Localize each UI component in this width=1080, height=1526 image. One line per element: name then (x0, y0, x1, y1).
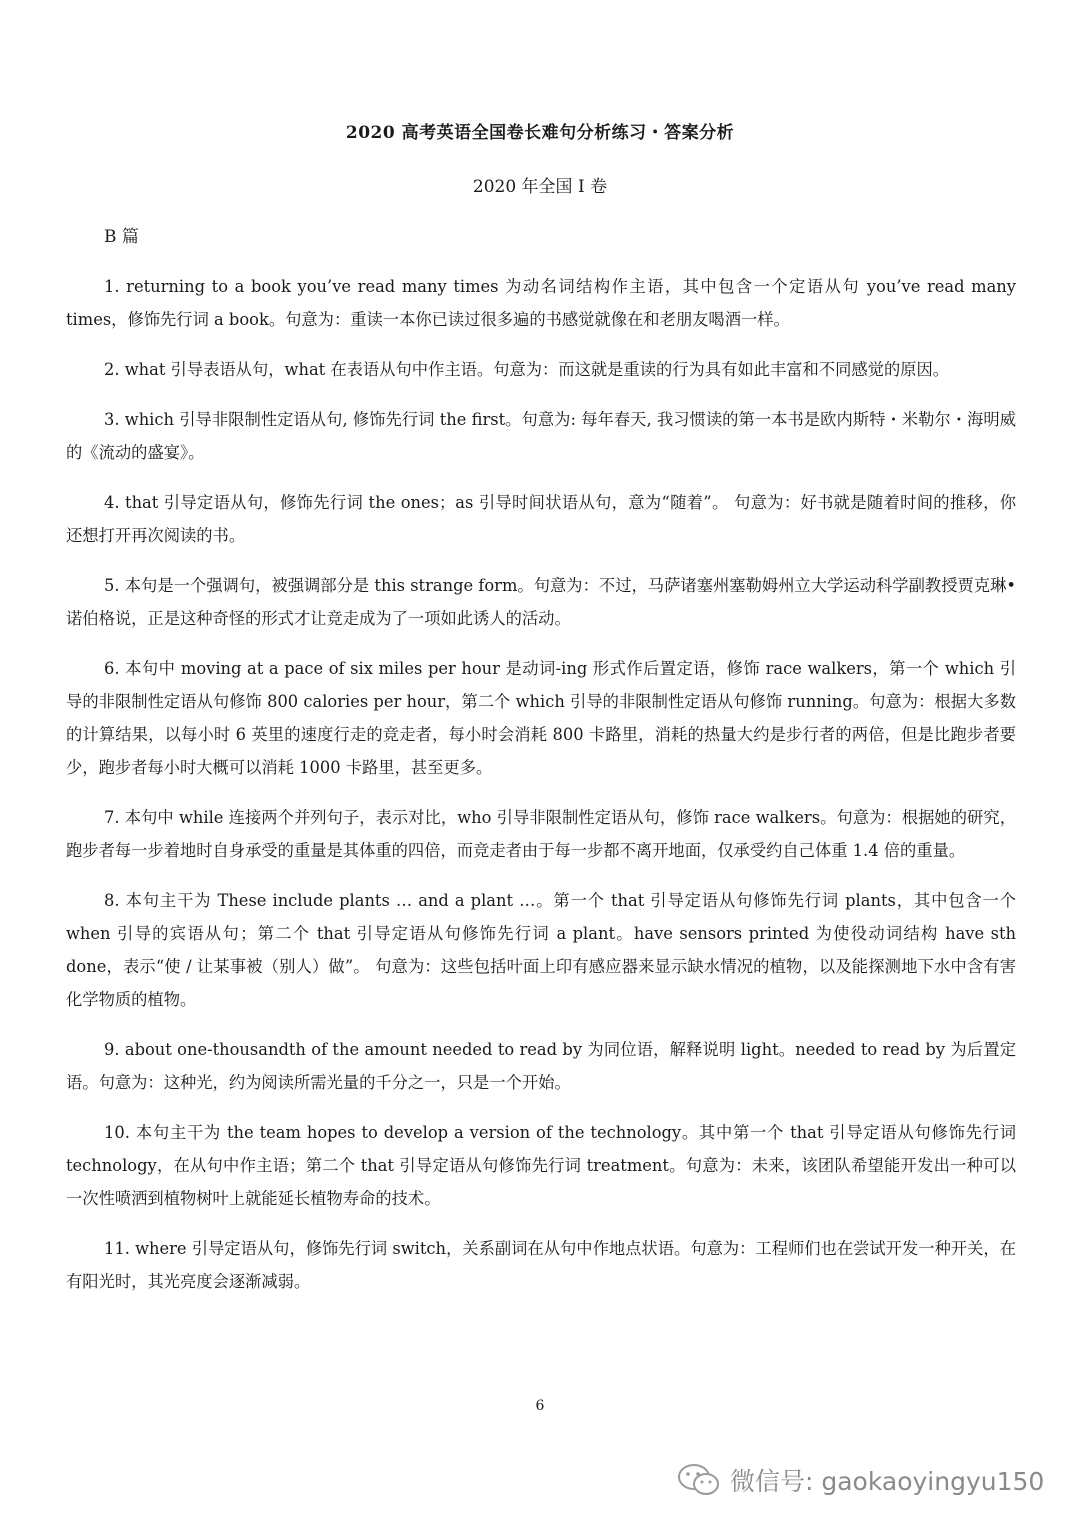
section-heading: B 篇 (104, 227, 139, 247)
answer-item-3: 3. which 引导非限制性定语从句, 修饰先行词 the first。句意为: 每年春天, 我习惯读的第一本书是欧内斯特・米勒尔・海明威的《流动的盛宴》。 (66, 410, 1016, 462)
answer-item-6: 6. 本句中 moving at a pace of six miles per hour 是动词-ing 形式作后置定语，修饰 race walkers，第一个 which 引导的非限制性定语从句修饰 800 calories per hour，第二个 which 引导的非限制性定语从句修饰 running。句意为：根据大多数的计算结果，以每小时 6 英里的速度行走的竞走者，每小时会消耗 800 卡路里，消耗的热量大约是步行者的两倍，但是比跑步者要少，跑步者每小时大概可以消耗 1000 卡路里，甚至更多。 (66, 659, 1016, 777)
answer-item-4: 4. that 引导定语从句，修饰先行词 the ones；as 引导时间状语从句，意为“随着”。 句意为：好书就是随着时间的推移，你还想打开再次阅读的书。 (66, 493, 1016, 545)
watermark (676, 1462, 1044, 1498)
document-subtitle: 2020 年全国 I 卷 (472, 177, 608, 197)
answer-item-9: 9. about one-thousandth of the amount needed to read by 为同位语，解释说明 light。needed to read by 为后置定语。句意为：这种光，约为阅读所需光量的千分之一，只是一个开始。 (66, 1040, 1016, 1092)
answer-item-8: 8. 本句主干为 These include plants … and a plant …。第一个 that 引导定语从句修饰先行词 plants，其中包含一个 when 引导的宾语从句；第二个 that 引导定语从句修饰先行词 a plant。have sensors printed 为使役动词结构 have sth done，表示“使 / 让某事被（别人）做”。 句意为：这些包括叶面上印有感应器来显示缺水情况的植物，以及能探测地下水中含有害化学物质的植物。 (66, 891, 1016, 1009)
answer-item-11: 11. where 引导定语从句，修饰先行词 switch，关系副词在从句中作地点状语。句意为：工程师们也在尝试开发一种开关，在有阳光时，其光亮度会逐渐减弱。 (66, 1239, 1016, 1291)
answer-item-5: 5. 本句是一个强调句，被强调部分是 this strange form。句意为：不过，马萨诸塞州塞勒姆州立大学运动科学副教授贾克琳•诺伯格说，正是这种奇怪的形式才让竞走成为了一项如此诱人的活动。 (66, 576, 1016, 628)
answer-item-1: 1. returning to a book you’ve read many times 为动名词结构作主语，其中包含一个定语从句 you’ve read many times，修饰先行词 a book。句意为：重读一本你已读过很多遍的书感觉就像在和老朋友喝酒一样。 (66, 277, 1016, 329)
wechat-icon (676, 1462, 722, 1498)
watermark-text: 微信号: gaokaoyingyu150 (730, 1467, 1045, 1496)
document-title: 2020 高考英语全国卷长难句分析练习・答案分析 (345, 123, 735, 143)
answer-item-7: 7. 本句中 while 连接两个并列句子，表示对比，who 引导非限制性定语从句，修饰 race walkers。句意为：根据她的研究，跑步者每一步着地时自身承受的重量是其体重的四倍，而竞走者由于每一步都不离开地面，仅承受约自己体重 1.4 倍的重量。 (66, 808, 1016, 860)
answer-item-10: 10. 本句主干为 the team hopes to develop a version of the technology。其中第一个 that 引导定语从句修饰先行词 technology，在从句中作主语；第二个 that 引导定语从句修饰先行词 treatment。句意为：未来，该团队希望能开发出一种可以一次性喷洒到植物树叶上就能延长植物寿命的技术。 (66, 1123, 1016, 1208)
answer-list (66, 270, 1016, 1315)
answer-item-2: 2. what 引导表语从句，what 在表语从句中作主语。句意为：而这就是重读的行为具有如此丰富和不同感觉的原因。 (104, 360, 950, 379)
page-number: 6 (535, 1398, 545, 1414)
